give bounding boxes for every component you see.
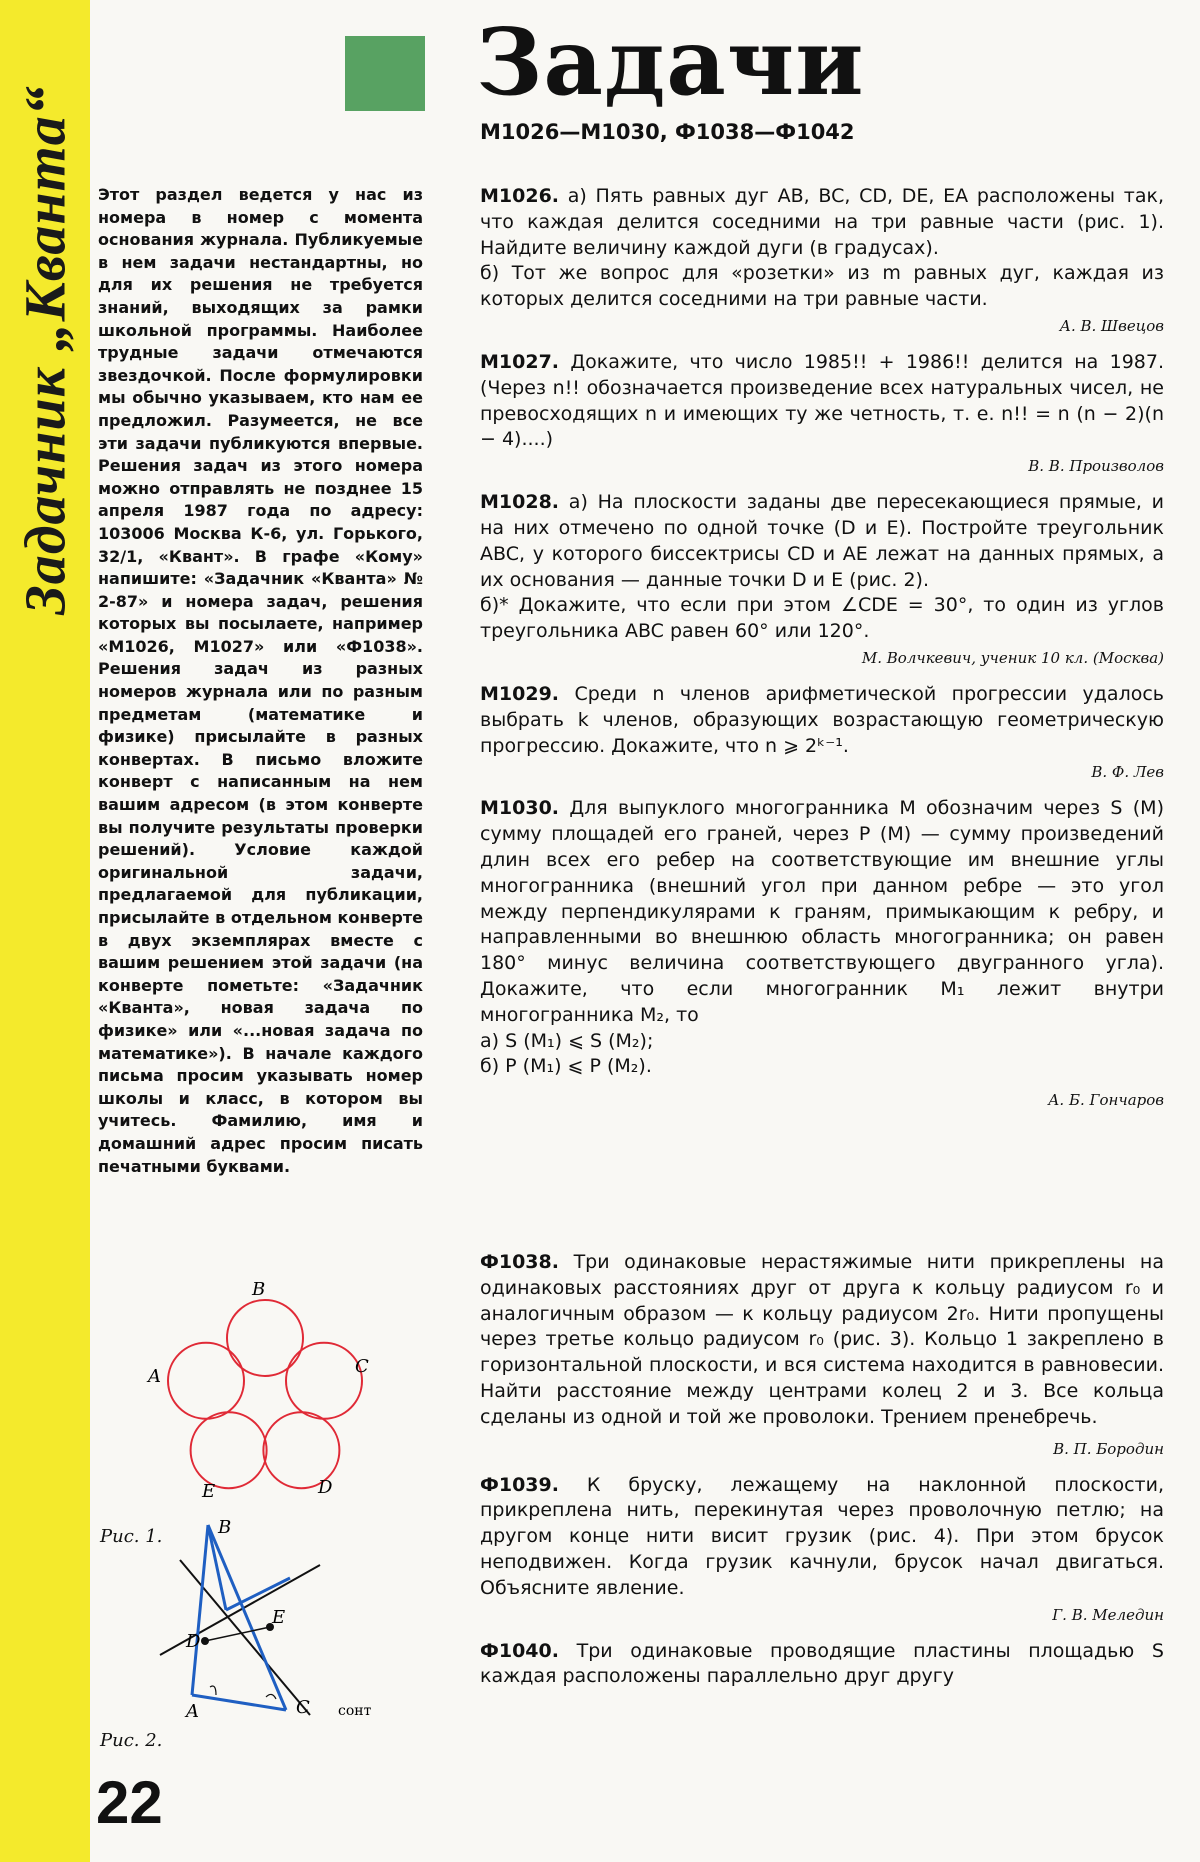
problem-m1026-part-a	[480, 184, 1164, 261]
problem-m1029	[480, 682, 1164, 782]
rosette-arc	[168, 1343, 244, 1419]
problem-author: Г. В. Меледин	[1052, 1605, 1164, 1624]
problem-id: М1027.	[480, 350, 560, 373]
side-ac	[192, 1695, 286, 1710]
problem-f1040	[480, 1639, 1164, 1691]
page-title: Задачи	[476, 8, 865, 116]
rosette-arc	[227, 1300, 303, 1376]
fig1-label-a: A	[148, 1366, 161, 1387]
problem-f1039	[480, 1473, 1164, 1625]
problem-f1038-text	[480, 1250, 1164, 1431]
rosette-arc	[191, 1412, 267, 1488]
problem-text: К бруску, лежащему на наклонной плоскости, прикреплена нить, перекинутая через проволочную петлю; на другом конце нити висит грузик (рис. 4). При этом брусок неподвижен. Когда грузик качнули, брусок начал двигаться. Объясните явление.	[480, 1473, 1164, 1599]
figure-1-caption: Рис. 1.	[100, 1526, 163, 1547]
physics-problems-column	[480, 1250, 1164, 1704]
problem-id: М1026.	[480, 185, 560, 207]
side-ba	[192, 1525, 208, 1695]
problem-text: Три одинаковые нерастяжимые нити прикреплены на одинаковых расстояниях друг от друга к кольцу радиусом r₀ и аналогичным образом — к кольцу радиусом 2r₀. Нити пропущены через третье кольцо радиусом r₀ (рис. 3). Кольцо 1 закреплено в горизонтальной плоскости, и вся система находится в равновесии. Найти расстояние между центрами колец 2 и 3. Все кольца сделаны из одной и той же проволоки. Трением пренебречь.	[480, 1251, 1164, 1428]
problem-m1027	[480, 350, 1164, 476]
fig2-label-d: D	[186, 1631, 201, 1652]
problem-author: А. Б. Гончаров	[1048, 1091, 1164, 1110]
page-number: 22	[96, 1769, 163, 1836]
problem-author: В. П. Бородин	[1053, 1439, 1164, 1458]
problem-id: Ф1039.	[480, 1473, 559, 1496]
problem-author: А. В. Швецов	[1059, 316, 1164, 335]
fig1-label-c: C	[355, 1356, 369, 1377]
problem-m1030-part-b: б) P (M₁) ⩽ P (M₂).	[480, 1055, 652, 1078]
angle-mark-c	[266, 1694, 276, 1699]
problem-author: В. В. Произволов	[1028, 457, 1164, 476]
problem-f1039-text	[480, 1473, 1164, 1602]
rosette-arcs	[168, 1300, 362, 1488]
rosette-arc	[286, 1343, 362, 1419]
problem-m1027-text	[480, 350, 1164, 453]
green-square-decoration	[345, 36, 425, 111]
fig2-label-c: C	[296, 1697, 310, 1718]
problem-text: Три одинаковые проводящие пластины площадью S каждая расположены параллельно друг другу	[480, 1639, 1164, 1688]
problem-text: Для выпуклого многогранника M обозначим через S (M) сумму площадей его граней, через P (M) — сумму произведений длин всех его ребер на соответствующие им внешние углы многогранника (внешний угол при данном ребре — это угол между перпендикулярами к граням, примыкающим к ребру, и направленными во внешнюю область многогранника; он равен 180° минус величина соответствующего двугранного угла). Докажите, что если многогранник M₁ лежит внутри многогранника M₂, то	[480, 797, 1164, 1026]
fig1-label-e: E	[202, 1481, 216, 1502]
problem-f1040-text	[480, 1639, 1164, 1691]
problem-m1030-text	[480, 796, 1164, 1028]
fig1-label-d: D	[318, 1477, 333, 1498]
problem-range: М1026—М1030, Ф1038—Ф1042	[480, 120, 855, 144]
figure-2-caption: Рис. 2.	[100, 1730, 163, 1751]
problem-m1030-part-a: а) S (M₁) ⩽ S (M₂);	[480, 1029, 654, 1052]
problem-m1029-text	[480, 682, 1164, 759]
problem-m1030	[480, 796, 1164, 1110]
problem-author: М. Волчкевич, ученик 10 кл. (Москва)	[861, 648, 1164, 667]
problem-m1028-part-a	[480, 490, 1164, 593]
line-through-d	[160, 1565, 320, 1655]
problem-text: а) На плоскости заданы две пересекающиеся прямые, и на них отмечено по одной точке (D и E). Постройте треугольник ABC, у которого биссектрисы CD и AE лежат на данных прямых, а их основания — данные точки D и E (рис. 2).	[480, 491, 1164, 591]
problem-id: М1028.	[480, 491, 560, 514]
sidebar-intro-text: Этот раздел ведется у нас из номера в номер с момента основания журнала. Публикуемые в нем задачи нестандартны, но для их решения не требуется знаний, выходящих за рамки школьной программы. Наиболее трудные задачи отмечаются звездочкой. После формулировки мы обычно указываем, кто нам ее предложил. Разумеется, не все эти задачи публикуются впервые. Решения задач из этого номера можно отправлять не позднее 15 апреля 1987 года по адресу: 103006 Москва К-6, ул. Горького, 32/1, «Квант». В графе «Кому» напишите: «Задачник «Кванта» № 2-87» и номера задач, решения которых вы посылаете, например «М1026, М1027» или «Ф1038». Решения задач из разных номеров журнала или по разным предметам (математике и физике) присылайте в разных конвертах. В письмо вложите конверт с написанным на нем вашим адресом (в этом конверте вы получите результаты проверки решений). Условие каждой оригинальной задачи, предлагаемой для публикации, присылайте в отдельном конверте в двух экземплярах вместе с вашим решением этой задачи (на конверте пометьте: «Задачник «Кванта», новая задача по физике» или «...новая задача по математике»). В начале каждого письма просим указывать номер школы и класс, в котором вы учитесь. Фамилию, имя и домашний адрес просим писать печатными буквами.	[98, 185, 423, 1176]
problem-m1028-part-b: б)* Докажите, что если при этом ∠CDE = 30°, то один из углов треугольника ABC равен 60° или 120°.	[480, 594, 1164, 643]
fig2-label-a: A	[186, 1701, 199, 1722]
problem-f1038	[480, 1250, 1164, 1459]
problem-text: Докажите, что число 1985!! + 1986!! делится на 1987. (Через n!! обозначается произведение всех натуральных чисел, не превосходящих n и имеющих ту же четность, т. е. n!! = n (n − 2)(n − 4)....)	[480, 350, 1164, 451]
fig1-label-b: B	[252, 1279, 266, 1300]
problem-id: М1029.	[480, 682, 560, 705]
problem-m1026	[480, 184, 1164, 336]
angle-mark-a	[210, 1686, 216, 1695]
figure-2-triangle	[150, 1515, 400, 1735]
fig2-handwritten-note: сонт	[338, 1703, 372, 1719]
problem-id: Ф1040.	[480, 1639, 559, 1662]
math-problems-column	[480, 184, 1164, 1124]
fig2-label-b: B	[218, 1517, 232, 1538]
fig2-label-e: E	[272, 1607, 286, 1628]
problem-text: Среди n членов арифметической прогрессии удалось выбрать k членов, образующих возрастающую геометрическую прогрессию. Докажите, что n ⩾ 2ᵏ⁻¹.	[480, 682, 1164, 757]
problem-m1026-part-b: б) Тот же вопрос для «розетки» из m равных дуг, каждая из которых делится соседними на три равные части.	[480, 262, 1164, 311]
problem-id: М1030.	[480, 797, 560, 820]
problem-id: Ф1038.	[480, 1251, 559, 1273]
problem-text: а) Пять равных дуг AB, BC, CD, DE, EA расположены так, что каждая делится соседними на три равные части (рис. 1). Найдите величину каждой дуги (в градусах).	[480, 185, 1164, 259]
figure-1-rosette	[140, 1275, 400, 1515]
section-vertical-title: Задачник „Кванта“	[12, 85, 78, 615]
problem-author: В. Ф. Лев	[1091, 763, 1164, 782]
point-d	[201, 1637, 209, 1645]
problem-m1028	[480, 490, 1164, 668]
